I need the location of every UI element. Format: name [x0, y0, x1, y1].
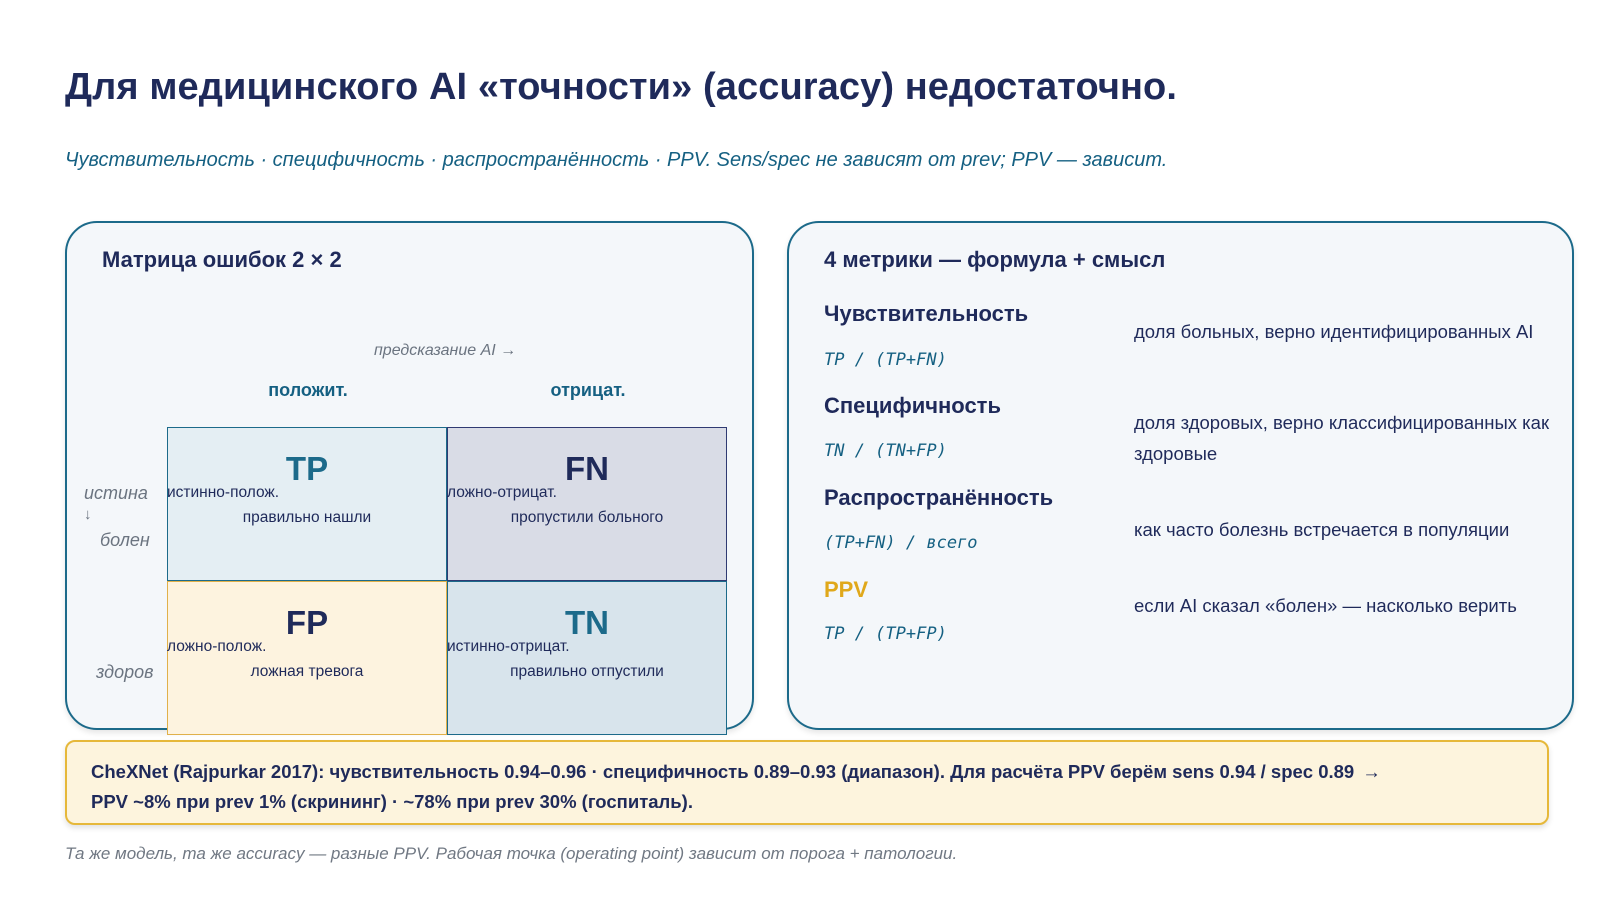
- footnote: Та же модель, та же accuracy — разные PPV. Рабочая точка (operating point) зависит от порога + патологии.: [65, 844, 958, 863]
- metric-name-specificity: Специфичность: [824, 393, 1001, 418]
- cell-code: FP: [285, 604, 329, 641]
- metric-name-prevalence: Распространённость: [824, 485, 1054, 510]
- metric-name-ppv: PPV: [824, 577, 869, 602]
- cell-description: ложная тревога: [250, 663, 364, 680]
- slide-subtitle: Чувствительность · специфичность · распространённость · PPV. Sens/spec не зависят от prev; PPV — зависит.: [65, 149, 1168, 171]
- column-header-positive: положит.: [268, 380, 348, 400]
- matrix-cell-tp: [167, 427, 447, 581]
- metric-name-sensitivity: Чувствительность: [824, 301, 1029, 326]
- column-header-negative: отрицат.: [550, 380, 626, 400]
- metric-formula-prevalence: (TP+FN) / всего: [824, 533, 978, 553]
- cell-description: пропустили больного: [510, 509, 664, 526]
- metric-formula-ppv: TP / (TP+FP): [824, 624, 947, 644]
- metric-formula-specificity: TN / (TN+FP): [824, 441, 947, 461]
- cell-description: правильно отпустили: [510, 663, 664, 680]
- metrics-panel-title: 4 метрики — формула + смысл: [824, 247, 1166, 272]
- metric-desc-specificity: доля здоровых, верно классифицированных как здоровые: [1134, 412, 1550, 464]
- arrow-right-icon: →: [1362, 761, 1381, 782]
- metric-desc-sensitivity: доля больных, верно идентифицированных AI: [1134, 321, 1534, 342]
- cell-name: истинно-отрицат.: [447, 638, 570, 655]
- row-label-sick: болен: [100, 530, 150, 550]
- metrics-panel: [787, 221, 1574, 730]
- metric-desc-ppv: если AI сказал «болен» — насколько верить: [1134, 595, 1517, 616]
- matrix-cell-tn: [447, 581, 727, 735]
- cell-name: ложно-полож.: [167, 638, 267, 655]
- cell-code: FN: [565, 450, 609, 487]
- cell-name: ложно-отрицат.: [447, 484, 557, 501]
- cell-code: TN: [565, 604, 609, 641]
- matrix-cell-fn: [447, 427, 727, 581]
- cell-description: правильно нашли: [242, 509, 372, 526]
- prediction-axis-label: предсказание AI →: [374, 342, 517, 359]
- matrix-cell-fp: [167, 581, 447, 735]
- callout-line-2: PPV ~8% при prev 1% (скрининг) · ~78% при prev 30% (госпиталь).: [91, 791, 693, 812]
- cell-name: истинно-полож.: [167, 484, 280, 501]
- metric-desc-prevalence: как часто болезнь встречается в популяции: [1134, 519, 1510, 540]
- metric-formula-sensitivity: TP / (TP+FN): [824, 350, 947, 370]
- callout-line-1: [91, 757, 1523, 787]
- callout-line-1-text: CheXNet (Rajpurkar 2017): чувствительность 0.94–0.96 · специфичность 0.89–0.93 (диапазон). Для расчёта PPV берём sens 0.94 / spec 0.89: [91, 761, 1355, 782]
- row-label-healthy: здоров: [96, 662, 154, 682]
- chexnet-callout: [65, 740, 1549, 825]
- matrix-panel-title: Матрица ошибок 2 × 2: [102, 247, 342, 272]
- truth-axis-label: истина: [84, 483, 148, 503]
- truth-axis-arrow: ↓: [84, 506, 92, 523]
- cell-code: TP: [285, 450, 329, 487]
- slide-title: Для медицинского AI «точности» (accuracy) недостаточно.: [65, 66, 1178, 108]
